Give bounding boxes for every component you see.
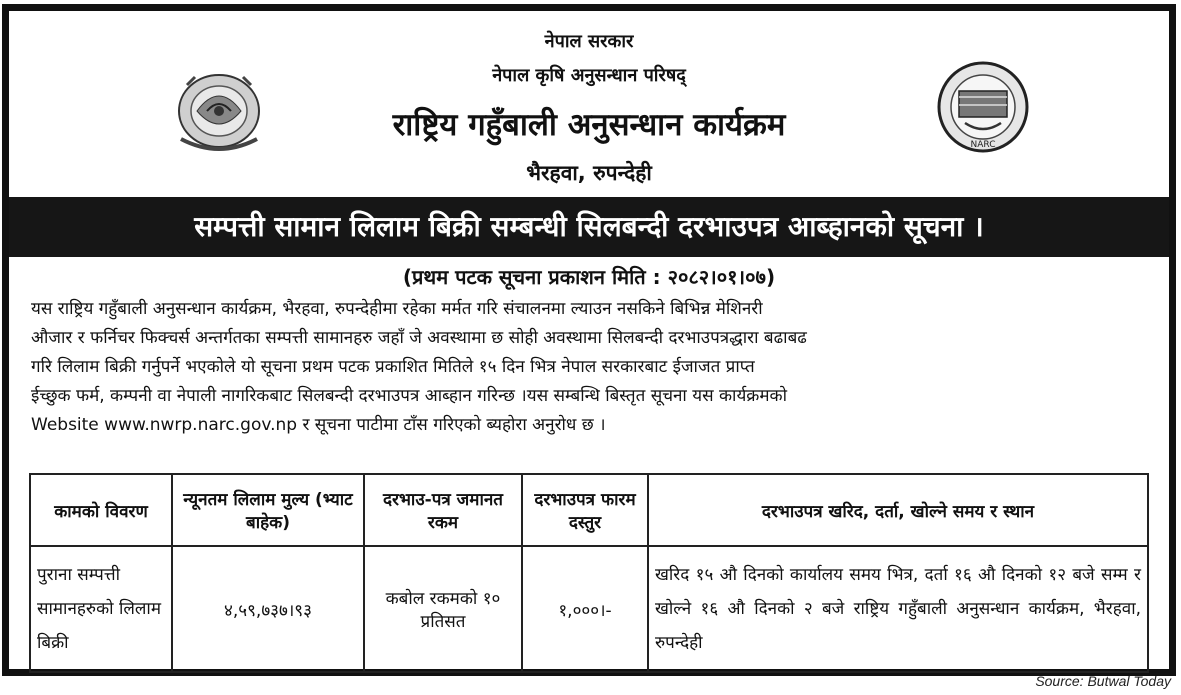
table-header-row [30, 474, 1148, 546]
column-header-description: कामको विवरण [30, 474, 172, 546]
column-header-min-price: न्यूनतम लिलाम मुल्य (भ्याट बाहेक) [172, 474, 364, 546]
table-row [30, 546, 1148, 672]
header-location: भैरहवा, रुपन्देही [526, 161, 652, 185]
header-council-name: नेपाल कृषि अनुसन्धान परिषद् [492, 65, 686, 86]
notice-body-line: औजार र फर्निचर फिक्चर्स अन्तर्गतका सम्पत्ती सामानहरु जहाँ जे अवस्थामा छ सोही अवस्थामा सिलबन्दी दरभाउपत्रद्धारा बढाबढ [31, 328, 807, 348]
cell-description: पुराना सम्पत्ती सामानहरुको लिलाम बिक्री [30, 546, 172, 672]
header-government-name: नेपाल सरकार [544, 31, 634, 52]
column-header-form-fee: दरभाउपत्र फारम दस्तुर [522, 474, 648, 546]
svg-text:NARC: NARC [970, 140, 996, 150]
notice-body-line: गरि लिलाम बिक्री गर्नुपर्ने भएकोले यो सूचना प्रथम पटक प्रकाशित मितिले १५ दिन भित्र नेपाल सरकारबाट ईजाजत प्राप्त [31, 357, 755, 377]
cell-form-fee: १,०००।- [522, 546, 648, 672]
column-header-schedule: दरभाउपत्र खरिद, दर्ता, खोल्ने समय र स्थान [648, 474, 1148, 546]
source-credit: Source: Butwal Today [1035, 673, 1171, 689]
column-header-deposit: दरभाउ-पत्र जमानत रकम [364, 474, 522, 546]
notice-title-banner: सम्पत्ती सामान लिलाम बिक्री सम्बन्धी सिलबन्दी दरभाउपत्र आब्हानको सूचना । [9, 197, 1169, 257]
notice-frame [2, 4, 1176, 676]
notice-body [31, 295, 1143, 440]
cell-min-price: ४,५९,७३७।९३ [172, 546, 364, 672]
cell-deposit: कबोल रकमको १० प्रतिसत [364, 546, 522, 672]
cell-schedule: खरिद १५ औ दिनको कार्यालय समय भित्र, दर्ता १६ औ दिनको १२ बजे सम्म र खोल्ने १६ औ दिनको २ बजे राष्ट्रिय गहुँबाली अनुसन्धान कार्यक्रम, भैरहवा, रुपन्देही [648, 546, 1148, 672]
notice-body-line: ईच्छुक फर्म, कम्पनी वा नेपाली नागरिकबाट सिलबन्दी दरभाउपत्र आब्हान गरिन्छ ।यस सम्बन्धि बिस्तृत सूचना यस कार्यक्रमको [31, 386, 787, 406]
notice-body-line: यस राष्ट्रिय गहुँबाली अनुसन्धान कार्यक्रम, भैरहवा, रुपन्देहीमा रहेका मर्मत गरि संचालनमा ल्याउन नसकिने बिभिन्न मेशिनरी [31, 299, 763, 319]
auction-details-table [29, 473, 1149, 673]
publication-date: (प्रथम पटक सूचना प्रकाशन मिति : २०८२।०१।०७) [402, 265, 776, 289]
header-program-name: राष्ट्रिय गहुँबाली अनुसन्धान कार्यक्रम [392, 107, 786, 143]
notice-body-line: Website www.nwrp.narc.gov.np र सूचना पाटीमा टाँस गरिएको ब्यहोरा अनुरोध छ । [31, 415, 606, 435]
